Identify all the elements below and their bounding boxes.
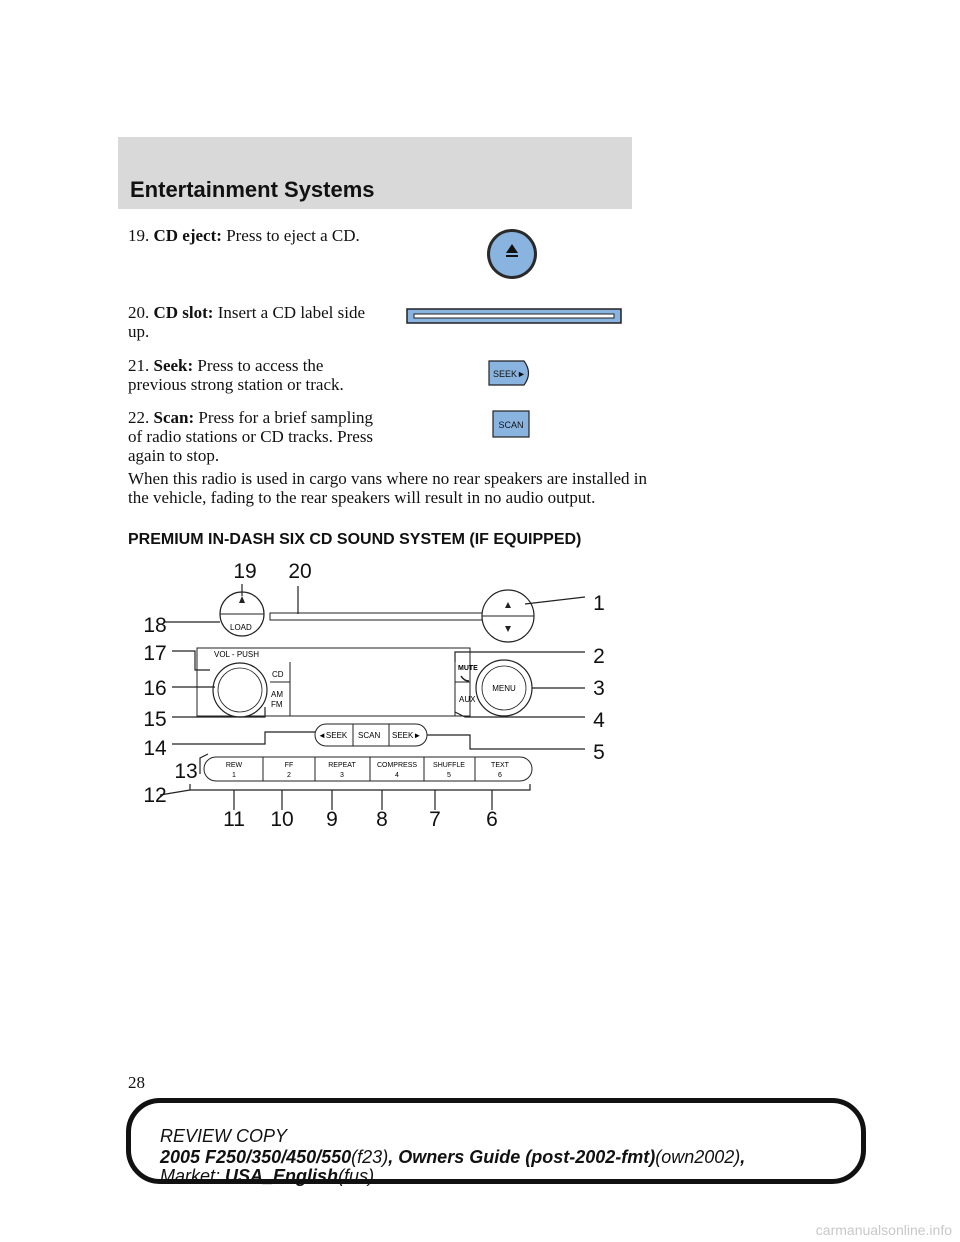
callout-16: 16 — [143, 677, 167, 700]
callout-11: 11 — [223, 808, 245, 831]
tune-knob — [482, 590, 534, 642]
preset-5-num: 5 — [447, 772, 451, 779]
preset-bar — [204, 757, 532, 781]
preset-4-name: COMPRESS — [376, 762, 418, 769]
preset-5-name: SHUFFLE — [433, 762, 465, 769]
item-term: CD slot: — [153, 303, 214, 322]
footer-line-3 — [160, 1166, 374, 1187]
preset-3-name: REPEAT — [328, 762, 356, 769]
item-scan — [128, 408, 378, 465]
item-cd-eject — [128, 226, 388, 245]
preset-2-name: FF — [284, 762, 294, 769]
load-label: LOAD — [230, 623, 252, 632]
item-cd-slot — [128, 303, 378, 341]
item-desc: Press to access the previous strong station or track. — [128, 356, 344, 394]
menu-knob — [476, 660, 532, 716]
callout-14: 14 — [143, 737, 167, 760]
callout-19: 19 — [233, 560, 257, 583]
fm-label: FM — [271, 700, 283, 709]
item-desc: Insert a CD label side up. — [128, 303, 366, 341]
scan-icon — [492, 410, 530, 438]
callout-20: 20 — [288, 560, 312, 583]
callout-5: 5 — [593, 741, 605, 764]
bottom-bracket — [190, 784, 530, 790]
callout-17: 17 — [143, 642, 167, 665]
footer-code3: (fus) — [338, 1166, 375, 1186]
am-label: AM — [271, 690, 283, 699]
callout-6: 6 — [486, 808, 498, 831]
footer-guide: , Owners Guide (post-2002-fmt) — [388, 1147, 656, 1167]
section-heading: PREMIUM IN-DASH SIX CD SOUND SYSTEM (IF EQUIPPED) — [128, 531, 582, 548]
preset-1-num: 1 — [232, 772, 236, 779]
load-knob — [220, 592, 264, 636]
seek-icon — [488, 360, 534, 386]
item-number: 22. — [128, 408, 150, 427]
callout-18: 18 — [143, 614, 167, 637]
item-term: Seek: — [153, 356, 194, 375]
cd-label: CD — [272, 670, 284, 679]
item-desc: Press to eject a CD. — [226, 226, 360, 245]
callout-7: 7 — [429, 808, 441, 831]
cd-slot-icon — [406, 308, 622, 324]
callout-4: 4 — [593, 709, 605, 732]
item-number: 21. — [128, 356, 150, 375]
item-term: Scan: — [153, 408, 195, 427]
seek-left-label: ◄SEEK — [318, 731, 348, 740]
callout-3: 3 — [593, 677, 605, 700]
footer-review-copy: REVIEW COPY — [160, 1126, 288, 1146]
callout-13: 13 — [174, 760, 198, 783]
scan-label: SCAN — [358, 731, 381, 740]
item-desc: Press for a brief sampling of radio stations or CD tracks. Press again to stop. — [128, 408, 374, 465]
item-term: CD eject: — [153, 226, 222, 245]
callout-10: 10 — [270, 808, 294, 831]
section-title-header: Entertainment Systems — [130, 177, 375, 202]
item-number: 20. — [128, 303, 150, 322]
footer-model: 2005 F250/350/450/550 — [160, 1147, 352, 1167]
seek-right-label: SEEK► — [392, 731, 422, 740]
preset-6-name: TEXT — [491, 762, 509, 769]
preset-6-num: 6 — [498, 772, 502, 779]
page-number: 28 — [128, 1073, 145, 1092]
preset-2-num: 2 — [287, 772, 291, 779]
callout-1: 1 — [593, 592, 605, 615]
seek-icon-label: SEEK► — [493, 369, 526, 379]
menu-label: MENU — [492, 684, 516, 693]
preset-1-name: REW — [225, 762, 243, 769]
footer-market: USA_English — [225, 1166, 339, 1186]
callout-15: 15 — [143, 708, 167, 731]
volume-knob — [213, 663, 267, 717]
section-header — [118, 137, 632, 209]
diagram-cd-slot — [270, 613, 482, 620]
preset-4-num: 4 — [395, 772, 399, 779]
callout-9: 9 — [326, 808, 338, 831]
vol-label: VOL - PUSH — [214, 650, 260, 659]
preset-3-num: 3 — [340, 772, 344, 779]
callout-12: 12 — [143, 784, 167, 807]
footer-market-label: Market: — [160, 1166, 221, 1186]
phone-icon — [461, 676, 469, 681]
note-paragraph: When this radio is used in cargo vans where no rear speakers are installed in the vehicle, fading to the rear speakers will result in no audio output. — [128, 469, 647, 507]
callout-2: 2 — [593, 645, 605, 668]
eject-icon — [484, 226, 540, 282]
watermark: carmanualsonline.info — [815, 1222, 952, 1238]
scan-icon-label: SCAN — [498, 420, 524, 430]
item-seek — [128, 356, 378, 394]
footer-code1: (f23) — [351, 1147, 389, 1167]
aux-label: AUX — [459, 695, 476, 704]
footer-code2: (own2002) — [655, 1147, 741, 1167]
item-number: 19. — [128, 226, 150, 245]
mute-label: MUTE — [458, 665, 478, 672]
radio-diagram — [130, 552, 630, 842]
footer-line-2: 2005 F250/350/450/550(f23), Owners Guide (post-2002-fmt)(own2002), — [160, 1147, 746, 1167]
callout-8: 8 — [376, 808, 388, 831]
